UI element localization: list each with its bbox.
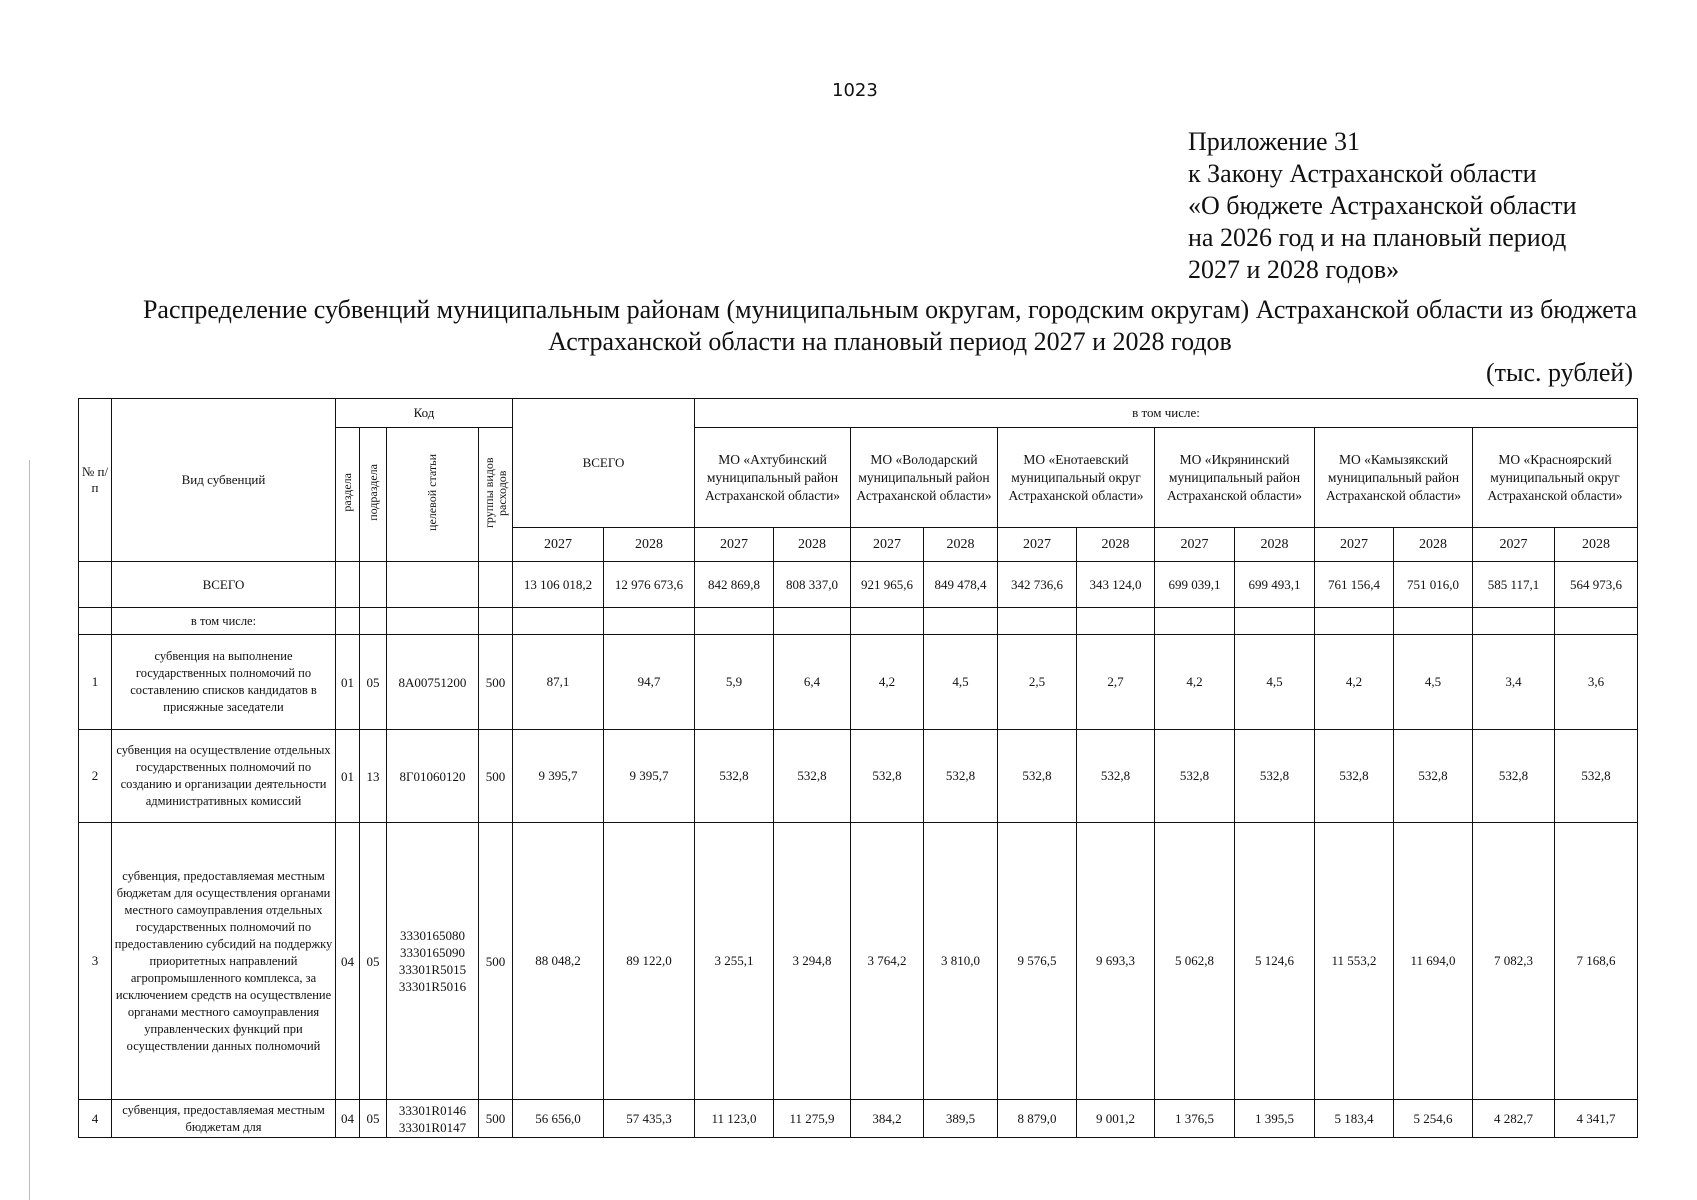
cell-empty — [336, 562, 360, 608]
row-value: 1 395,5 — [1235, 1100, 1315, 1138]
year-2028: 2028 — [1235, 528, 1315, 562]
row-value: 94,7 — [604, 635, 695, 730]
row-value: 88 048,2 — [513, 823, 604, 1100]
total-value: 564 973,6 — [1555, 562, 1638, 608]
header-mo-kamyzyaksky: МО «Камызякский муниципальный район Астраханской области» — [1315, 428, 1473, 528]
row-value: 4,2 — [1155, 635, 1235, 730]
row-group: 500 — [479, 635, 513, 730]
header-target — [387, 428, 479, 562]
cell-empty — [1235, 608, 1315, 635]
header-mo-krasnoyarsky: МО «Красноярский муниципальный округ Астраханской области» — [1473, 428, 1638, 528]
cell-empty — [604, 608, 695, 635]
subvention-table — [78, 398, 1638, 1138]
cell-empty — [479, 562, 513, 608]
row-value: 532,8 — [924, 730, 998, 823]
table-row — [79, 635, 1638, 730]
row-subsection: 13 — [360, 730, 387, 823]
row-value: 532,8 — [1235, 730, 1315, 823]
header-expense-group — [479, 428, 513, 562]
row-value: 2,7 — [1077, 635, 1155, 730]
header-num: № п/п — [79, 399, 112, 562]
year-2027: 2027 — [513, 528, 604, 562]
row-value: 7 082,3 — [1473, 823, 1555, 1100]
row-value: 9 395,7 — [604, 730, 695, 823]
row-value: 6,4 — [774, 635, 851, 730]
row-value: 7 168,6 — [1555, 823, 1638, 1100]
row-value: 3,6 — [1555, 635, 1638, 730]
row-value: 3 764,2 — [851, 823, 924, 1100]
row-value: 4,5 — [1235, 635, 1315, 730]
row-value: 389,5 — [924, 1100, 998, 1138]
row-number: 2 — [79, 730, 112, 823]
row-target: 33301R0146 33301R0147 — [387, 1100, 479, 1138]
header-total: ВСЕГО — [513, 399, 695, 528]
year-2028: 2028 — [1394, 528, 1473, 562]
cell-empty — [1473, 608, 1555, 635]
row-name: субвенция, предоставляемая местным бюджетам для осуществления органами местного самоуправления отдельных государственных полномочий по предоставлению субсидий на поддержку приоритетных направлений агропромышленного комплекса, за исключением средств на осуществление органами местного самоуправления управленческих функций при осуществлении данных полномочий — [112, 823, 336, 1100]
year-2027: 2027 — [1155, 528, 1235, 562]
year-2027: 2027 — [851, 528, 924, 562]
row-value: 89 122,0 — [604, 823, 695, 1100]
row-number: 4 — [79, 1100, 112, 1138]
year-2028: 2028 — [1555, 528, 1638, 562]
year-2027: 2027 — [998, 528, 1077, 562]
row-value: 5 254,6 — [1394, 1100, 1473, 1138]
cell-empty — [1315, 608, 1394, 635]
row-target: 8Г01060120 — [387, 730, 479, 823]
appendix-note — [1188, 126, 1577, 286]
row-value: 11 694,0 — [1394, 823, 1473, 1100]
header-target-label: целевой статьи — [425, 454, 439, 531]
total-value: 808 337,0 — [774, 562, 851, 608]
header-type: Вид субвенций — [112, 399, 336, 562]
cell-empty — [851, 608, 924, 635]
row-name: субвенция на осуществление отдельных государственных полномочий по созданию и организации деятельности административных комиссий — [112, 730, 336, 823]
row-number: 1 — [79, 635, 112, 730]
cell-empty — [1394, 608, 1473, 635]
year-2028: 2028 — [924, 528, 998, 562]
header-subsection — [360, 428, 387, 562]
total-value: 921 965,6 — [851, 562, 924, 608]
row-group: 500 — [479, 730, 513, 823]
year-2027: 2027 — [1315, 528, 1394, 562]
row-value: 9 395,7 — [513, 730, 604, 823]
total-value: 585 117,1 — [1473, 562, 1555, 608]
cell-empty — [79, 608, 112, 635]
header-expense-group-label: группы видов расходов — [481, 457, 509, 528]
cell-empty — [695, 608, 774, 635]
total-value: 343 124,0 — [1077, 562, 1155, 608]
row-section: 01 — [336, 730, 360, 823]
row-value: 9 576,5 — [998, 823, 1077, 1100]
header-code: Код — [336, 399, 513, 428]
row-value: 5 062,8 — [1155, 823, 1235, 1100]
year-2028: 2028 — [604, 528, 695, 562]
appendix-line: «О бюджете Астраханской области — [1188, 191, 1577, 220]
row-section: 04 — [336, 1100, 360, 1138]
page-number: 1023 — [832, 80, 878, 101]
units-label: (тыс. рублей) — [1485, 358, 1633, 387]
row-value: 87,1 — [513, 635, 604, 730]
cell-empty — [360, 562, 387, 608]
row-value: 8 879,0 — [998, 1100, 1077, 1138]
row-value: 532,8 — [1473, 730, 1555, 823]
row-value: 4,2 — [1315, 635, 1394, 730]
cell-empty — [479, 608, 513, 635]
row-value: 532,8 — [1315, 730, 1394, 823]
row-value: 532,8 — [1394, 730, 1473, 823]
table-row — [79, 1100, 1638, 1138]
margin-line — [29, 460, 30, 1200]
table-row — [79, 823, 1638, 1100]
row-group: 500 — [479, 823, 513, 1100]
year-2028: 2028 — [774, 528, 851, 562]
row-value: 384,2 — [851, 1100, 924, 1138]
total-value: 751 016,0 — [1394, 562, 1473, 608]
appendix-line: Приложение 31 — [1188, 127, 1361, 156]
row-value: 11 275,9 — [774, 1100, 851, 1138]
cell-empty — [1155, 608, 1235, 635]
row-value: 5 124,6 — [1235, 823, 1315, 1100]
row-value: 3 255,1 — [695, 823, 774, 1100]
year-2027: 2027 — [695, 528, 774, 562]
row-subsection: 05 — [360, 1100, 387, 1138]
cell-empty — [387, 562, 479, 608]
header-mo-akhtubinsky: МО «Ахтубинский муниципальный район Астраханской области» — [695, 428, 851, 528]
row-value: 532,8 — [851, 730, 924, 823]
cell-empty — [387, 608, 479, 635]
total-value: 761 156,4 — [1315, 562, 1394, 608]
row-value: 532,8 — [774, 730, 851, 823]
cell-empty — [513, 608, 604, 635]
total-row — [79, 562, 1638, 608]
row-value: 4,5 — [924, 635, 998, 730]
row-value: 532,8 — [1555, 730, 1638, 823]
row-value: 3 810,0 — [924, 823, 998, 1100]
cell-empty — [924, 608, 998, 635]
row-value: 532,8 — [1155, 730, 1235, 823]
row-value: 57 435,3 — [604, 1100, 695, 1138]
cell-empty — [1555, 608, 1638, 635]
row-section: 04 — [336, 823, 360, 1100]
cell-empty — [1077, 608, 1155, 635]
row-value: 4 282,7 — [1473, 1100, 1555, 1138]
row-value: 5 183,4 — [1315, 1100, 1394, 1138]
row-value: 532,8 — [1077, 730, 1155, 823]
total-value: 842 869,8 — [695, 562, 774, 608]
appendix-line: на 2026 год и на плановый период — [1188, 223, 1567, 252]
row-value: 11 553,2 — [1315, 823, 1394, 1100]
row-value: 532,8 — [695, 730, 774, 823]
header-mo-ikryaninsky: МО «Икрянинский муниципальный район Астраханской области» — [1155, 428, 1315, 528]
row-subsection: 05 — [360, 823, 387, 1100]
row-value: 3,4 — [1473, 635, 1555, 730]
total-label: ВСЕГО — [112, 562, 336, 608]
row-target: 3330165080 3330165090 33301R5015 33301R5016 — [387, 823, 479, 1100]
cell-empty — [774, 608, 851, 635]
row-value: 9 693,3 — [1077, 823, 1155, 1100]
year-2027: 2027 — [1473, 528, 1555, 562]
header-section — [336, 428, 360, 562]
header-including: в том числе: — [695, 399, 1638, 428]
header-mo-volodarsky: МО «Володарский муниципальный район Астраханской области» — [851, 428, 998, 528]
header-section-label: раздела — [340, 473, 354, 512]
total-value: 342 736,6 — [998, 562, 1077, 608]
row-number: 3 — [79, 823, 112, 1100]
appendix-line: к Закону Астраханской области — [1188, 159, 1537, 188]
total-value: 13 106 018,2 — [513, 562, 604, 608]
cell-empty — [360, 608, 387, 635]
cell-empty — [998, 608, 1077, 635]
row-value: 4 341,7 — [1555, 1100, 1638, 1138]
header-mo-enotaevsky: МО «Енотаевский муниципальный округ Астраханской области» — [998, 428, 1155, 528]
including-row — [79, 608, 1638, 635]
row-value: 532,8 — [998, 730, 1077, 823]
cell-empty — [336, 608, 360, 635]
row-value: 3 294,8 — [774, 823, 851, 1100]
total-value: 849 478,4 — [924, 562, 998, 608]
row-name: субвенция, предоставляемая местным бюджетам для — [112, 1100, 336, 1138]
row-target: 8А00751200 — [387, 635, 479, 730]
row-name: субвенция на выполнение государственных полномочий по составлению списков кандидатов в присяжные заседатели — [112, 635, 336, 730]
including-label: в том числе: — [112, 608, 336, 635]
document-title: Распределение субвенций муниципальным районам (муниципальным округам, городским округам) Астраханской области из бюджета Астраханской области на плановый период 2027 и 2028 годов — [142, 295, 1638, 356]
row-value: 2,5 — [998, 635, 1077, 730]
row-value: 11 123,0 — [695, 1100, 774, 1138]
row-subsection: 05 — [360, 635, 387, 730]
row-value: 56 656,0 — [513, 1100, 604, 1138]
cell-empty — [79, 562, 112, 608]
header-row-1 — [79, 399, 1638, 428]
row-group: 500 — [479, 1100, 513, 1138]
total-value: 12 976 673,6 — [604, 562, 695, 608]
row-value: 1 376,5 — [1155, 1100, 1235, 1138]
row-value: 9 001,2 — [1077, 1100, 1155, 1138]
row-value: 4,5 — [1394, 635, 1473, 730]
total-value: 699 493,1 — [1235, 562, 1315, 608]
row-section: 01 — [336, 635, 360, 730]
appendix-line: 2027 и 2028 годов» — [1188, 255, 1400, 284]
row-value: 4,2 — [851, 635, 924, 730]
table-row — [79, 730, 1638, 823]
year-2028: 2028 — [1077, 528, 1155, 562]
row-value: 5,9 — [695, 635, 774, 730]
header-subsection-label: подраздела — [365, 464, 380, 521]
total-value: 699 039,1 — [1155, 562, 1235, 608]
